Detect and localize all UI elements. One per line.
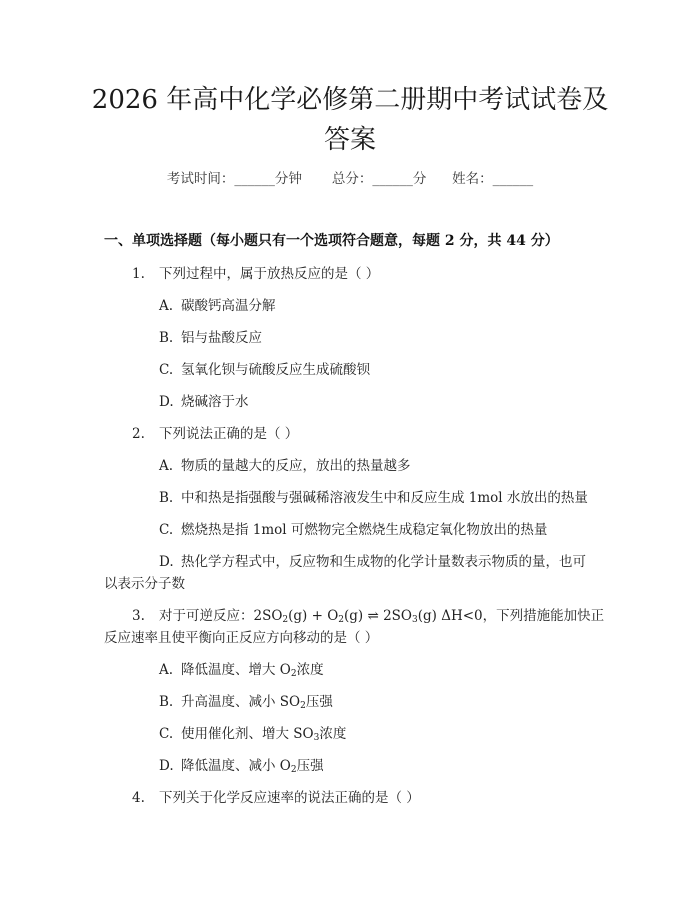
question-2 bbox=[132, 422, 298, 442]
q3-option-b: B. 升高温度、减小 $SO_2$压强 bbox=[159, 694, 333, 711]
q2-option-b: B. 中和热是指强酸与强碱稀溶液发生中和反应生成 1mol 水放出的热量 bbox=[159, 490, 588, 506]
q3-option-d: D. 降低温度、减小 $O_2$压强 bbox=[159, 758, 324, 775]
name-label: 姓名： bbox=[452, 171, 493, 187]
exam-meta bbox=[0, 167, 700, 187]
q1-option-d: D. 烧碱溶于水 bbox=[159, 394, 249, 410]
page-title bbox=[90, 80, 610, 160]
question-number: 2. bbox=[132, 426, 145, 442]
q2-option-d: D. 热化学方程式中，反应物和生成物的化学计量数表示物质的量，也可 bbox=[159, 554, 586, 570]
question-number: 1. bbox=[132, 266, 145, 282]
question-number: 3. bbox=[132, 608, 145, 624]
q1-option-b: B. 铝与盐酸反应 bbox=[159, 330, 262, 346]
name-blank: ______ bbox=[492, 171, 534, 187]
question-text: 下列过程中，属于放热反应的是（ ） bbox=[159, 266, 380, 282]
q1-option-a: A. 碳酸钙高温分解 bbox=[159, 298, 276, 314]
question-4 bbox=[132, 786, 420, 806]
q2-option-a: A. 物质的量越大的反应，放出的热量越多 bbox=[159, 458, 411, 474]
score-label: 总分： bbox=[331, 171, 373, 187]
q3-option-c: C. 使用催化剂、增大 $SO_3$浓度 bbox=[159, 726, 347, 743]
time-unit: 分钟 bbox=[274, 171, 302, 187]
q3-option-a: A. 降低温度、增大 $O_2$浓度 bbox=[159, 662, 324, 679]
score-unit: 分 bbox=[412, 171, 427, 187]
question-text: 下列说法正确的是（ ） bbox=[159, 426, 299, 442]
score-blank: ______ bbox=[372, 171, 413, 187]
title-line-1: 2026 年高中化学必修第二册期中考试试卷及 bbox=[91, 85, 609, 115]
section-heading: 一、单项选择题（每小题只有一个选项符合题意，每题 2 分，共 44 分） bbox=[104, 233, 559, 249]
question-text: 下列关于化学反应速率的说法正确的是（ ） bbox=[159, 790, 420, 806]
q2-option-d-continued: 以表示分子数 bbox=[104, 576, 185, 592]
q2-option-c: C. 燃烧热是指 1mol 可燃物完全燃烧生成稳定氧化物放出的热量 bbox=[159, 522, 548, 538]
question-3: 3. 对于可逆反应：$2SO_2(g) + O_2(g)$ ⇌ $2SO_3(g)$ ΔH<0，下列措施能加快正 bbox=[132, 608, 605, 625]
time-label: 考试时间： bbox=[166, 171, 235, 187]
question-number: 4. bbox=[132, 790, 145, 806]
time-blank: ______ bbox=[234, 171, 275, 187]
title-line-2: 答案 bbox=[323, 125, 376, 155]
question-1 bbox=[132, 262, 379, 282]
q1-option-c: C. 氢氧化钡与硫酸反应生成硫酸钡 bbox=[159, 362, 370, 378]
question-3-continued: 反应速率且使平衡向正反应方向移动的是（ ） bbox=[104, 630, 379, 646]
